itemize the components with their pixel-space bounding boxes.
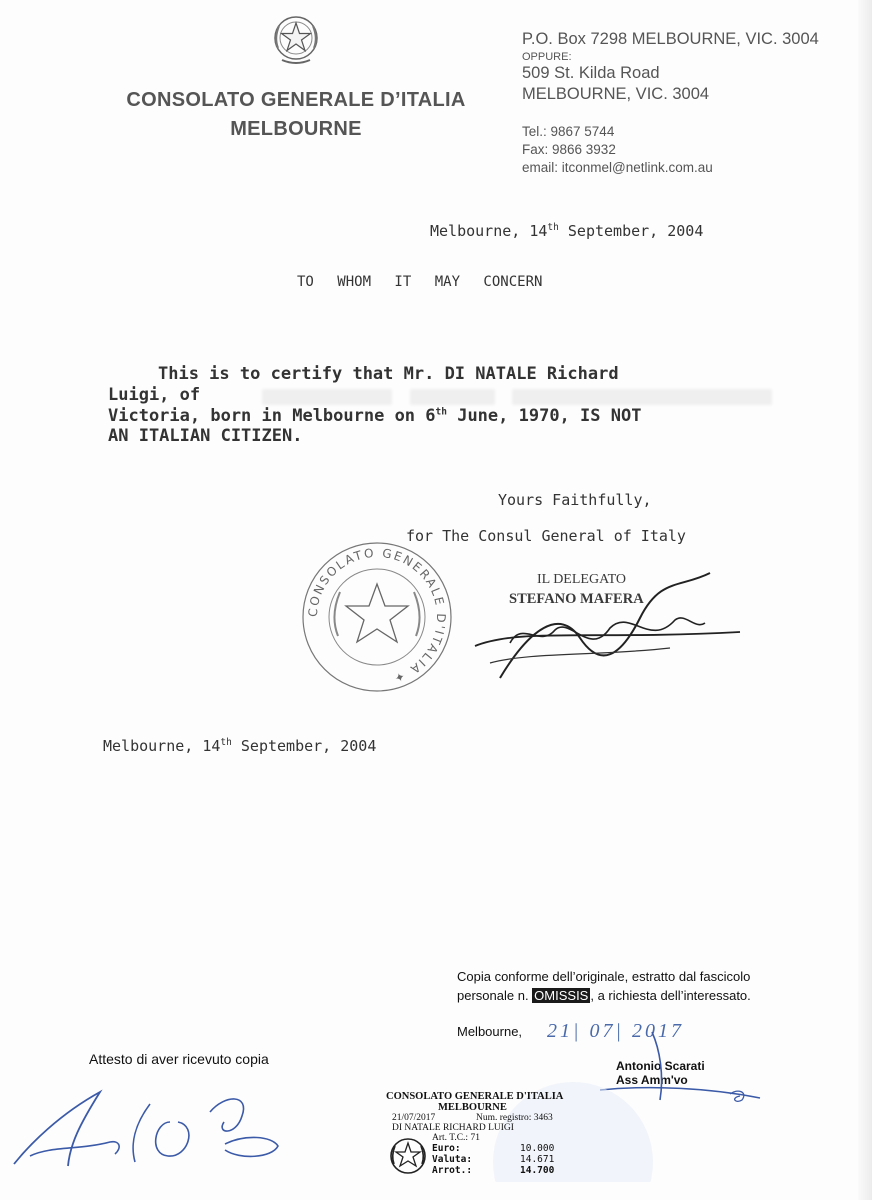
footer-date: Melbourne, 14th September, 2004 (103, 737, 377, 755)
copia-line-2: personale n. OMISSIS , a richiesta dell’interessato. (457, 988, 751, 1003)
handwritten-date: 21| 07| 2017 (547, 1020, 684, 1042)
svg-text:CONSOLATO GENERALE D'ITALIA ✦: CONSOLATO GENERALE D'ITALIA ✦ (305, 545, 449, 686)
delegate-name: STEFANO MAFERA (509, 591, 644, 607)
letter-heading: TO WHOM IT MAY CONCERN (297, 274, 543, 290)
po-box: P.O. Box 7298 MELBOURNE, VIC. 3004 (522, 30, 819, 48)
signatory-role: Ass Amm'vo (616, 1073, 688, 1087)
city-address: MELBOURNE, VIC. 3004 (522, 85, 710, 103)
consulate-title-line2: MELBOURNE (230, 118, 362, 140)
fee-arrot-value: 14.700 (520, 1165, 555, 1176)
email: email: itconmel@netlink.com.au (522, 160, 713, 175)
consulate-title (112, 86, 480, 144)
fee-euro-value: 10.000 (520, 1143, 555, 1154)
certify-line-2: Luigi, of (108, 385, 201, 405)
consulate-seal-icon (300, 540, 454, 694)
fee-city: MELBOURNE (438, 1102, 507, 1113)
fee-office: CONSOLATO GENERALE D'ITALIA (386, 1091, 564, 1102)
fee-emblem-icon (388, 1134, 428, 1178)
consulate-title-line1: CONSOLATO GENERALE D’ITALIA (126, 89, 466, 111)
certification-place: Melbourne, (457, 1024, 523, 1039)
page-edge-shadow (858, 0, 872, 1200)
letter-date: Melbourne, 14th September, 2004 (430, 222, 704, 240)
delegato-label: IL DELEGATO (537, 572, 627, 587)
fax: Fax: 9866 3932 (522, 142, 616, 157)
fee-name: DI NATALE RICHARD LUIGI (392, 1123, 514, 1133)
closing: Yours Faithfully, (498, 491, 652, 509)
redacted-address (262, 389, 392, 405)
signatory-name: Antonio Scarati (616, 1059, 705, 1073)
fee-euro-label: Euro: (432, 1143, 461, 1154)
receipt-statement: Attesto di aver ricevuto copia (89, 1051, 269, 1067)
redacted-address (512, 389, 772, 405)
copia-line-1: Copia conforme dell’originale, estratto dal fascicolo (457, 969, 751, 984)
fee-date: 21/07/2017 (392, 1113, 436, 1123)
fee-valuta-label: Valuta: (432, 1154, 473, 1165)
fee-valuta-value: 14.671 (520, 1154, 555, 1165)
redacted-file-number: OMISSIS (534, 988, 589, 1003)
delegate-signature-icon (470, 568, 750, 688)
recipient-signature-icon (10, 1084, 285, 1174)
fee-registro: Num. registro: 3463 (476, 1113, 553, 1123)
certify-line-3: Victoria, born in Melbourne on 6th June, 1970, IS NOT (108, 406, 642, 426)
italian-emblem-icon (270, 8, 322, 68)
certify-line-4: AN ITALIAN CITIZEN. (108, 426, 303, 446)
redacted-address (410, 389, 495, 405)
fee-arrot-label: Arrot.: (432, 1165, 473, 1176)
street-address: 509 St. Kilda Road (522, 64, 660, 82)
fee-art: Art. T.C.: 71 (432, 1133, 480, 1143)
telephone: Tel.: 9867 5744 (522, 124, 615, 139)
for-consul: for The Consul General of Italy (406, 527, 686, 545)
oppure-label: OPPURE: (522, 51, 572, 63)
certify-line-1: This is to certify that Mr. DI NATALE Richard (158, 364, 619, 384)
